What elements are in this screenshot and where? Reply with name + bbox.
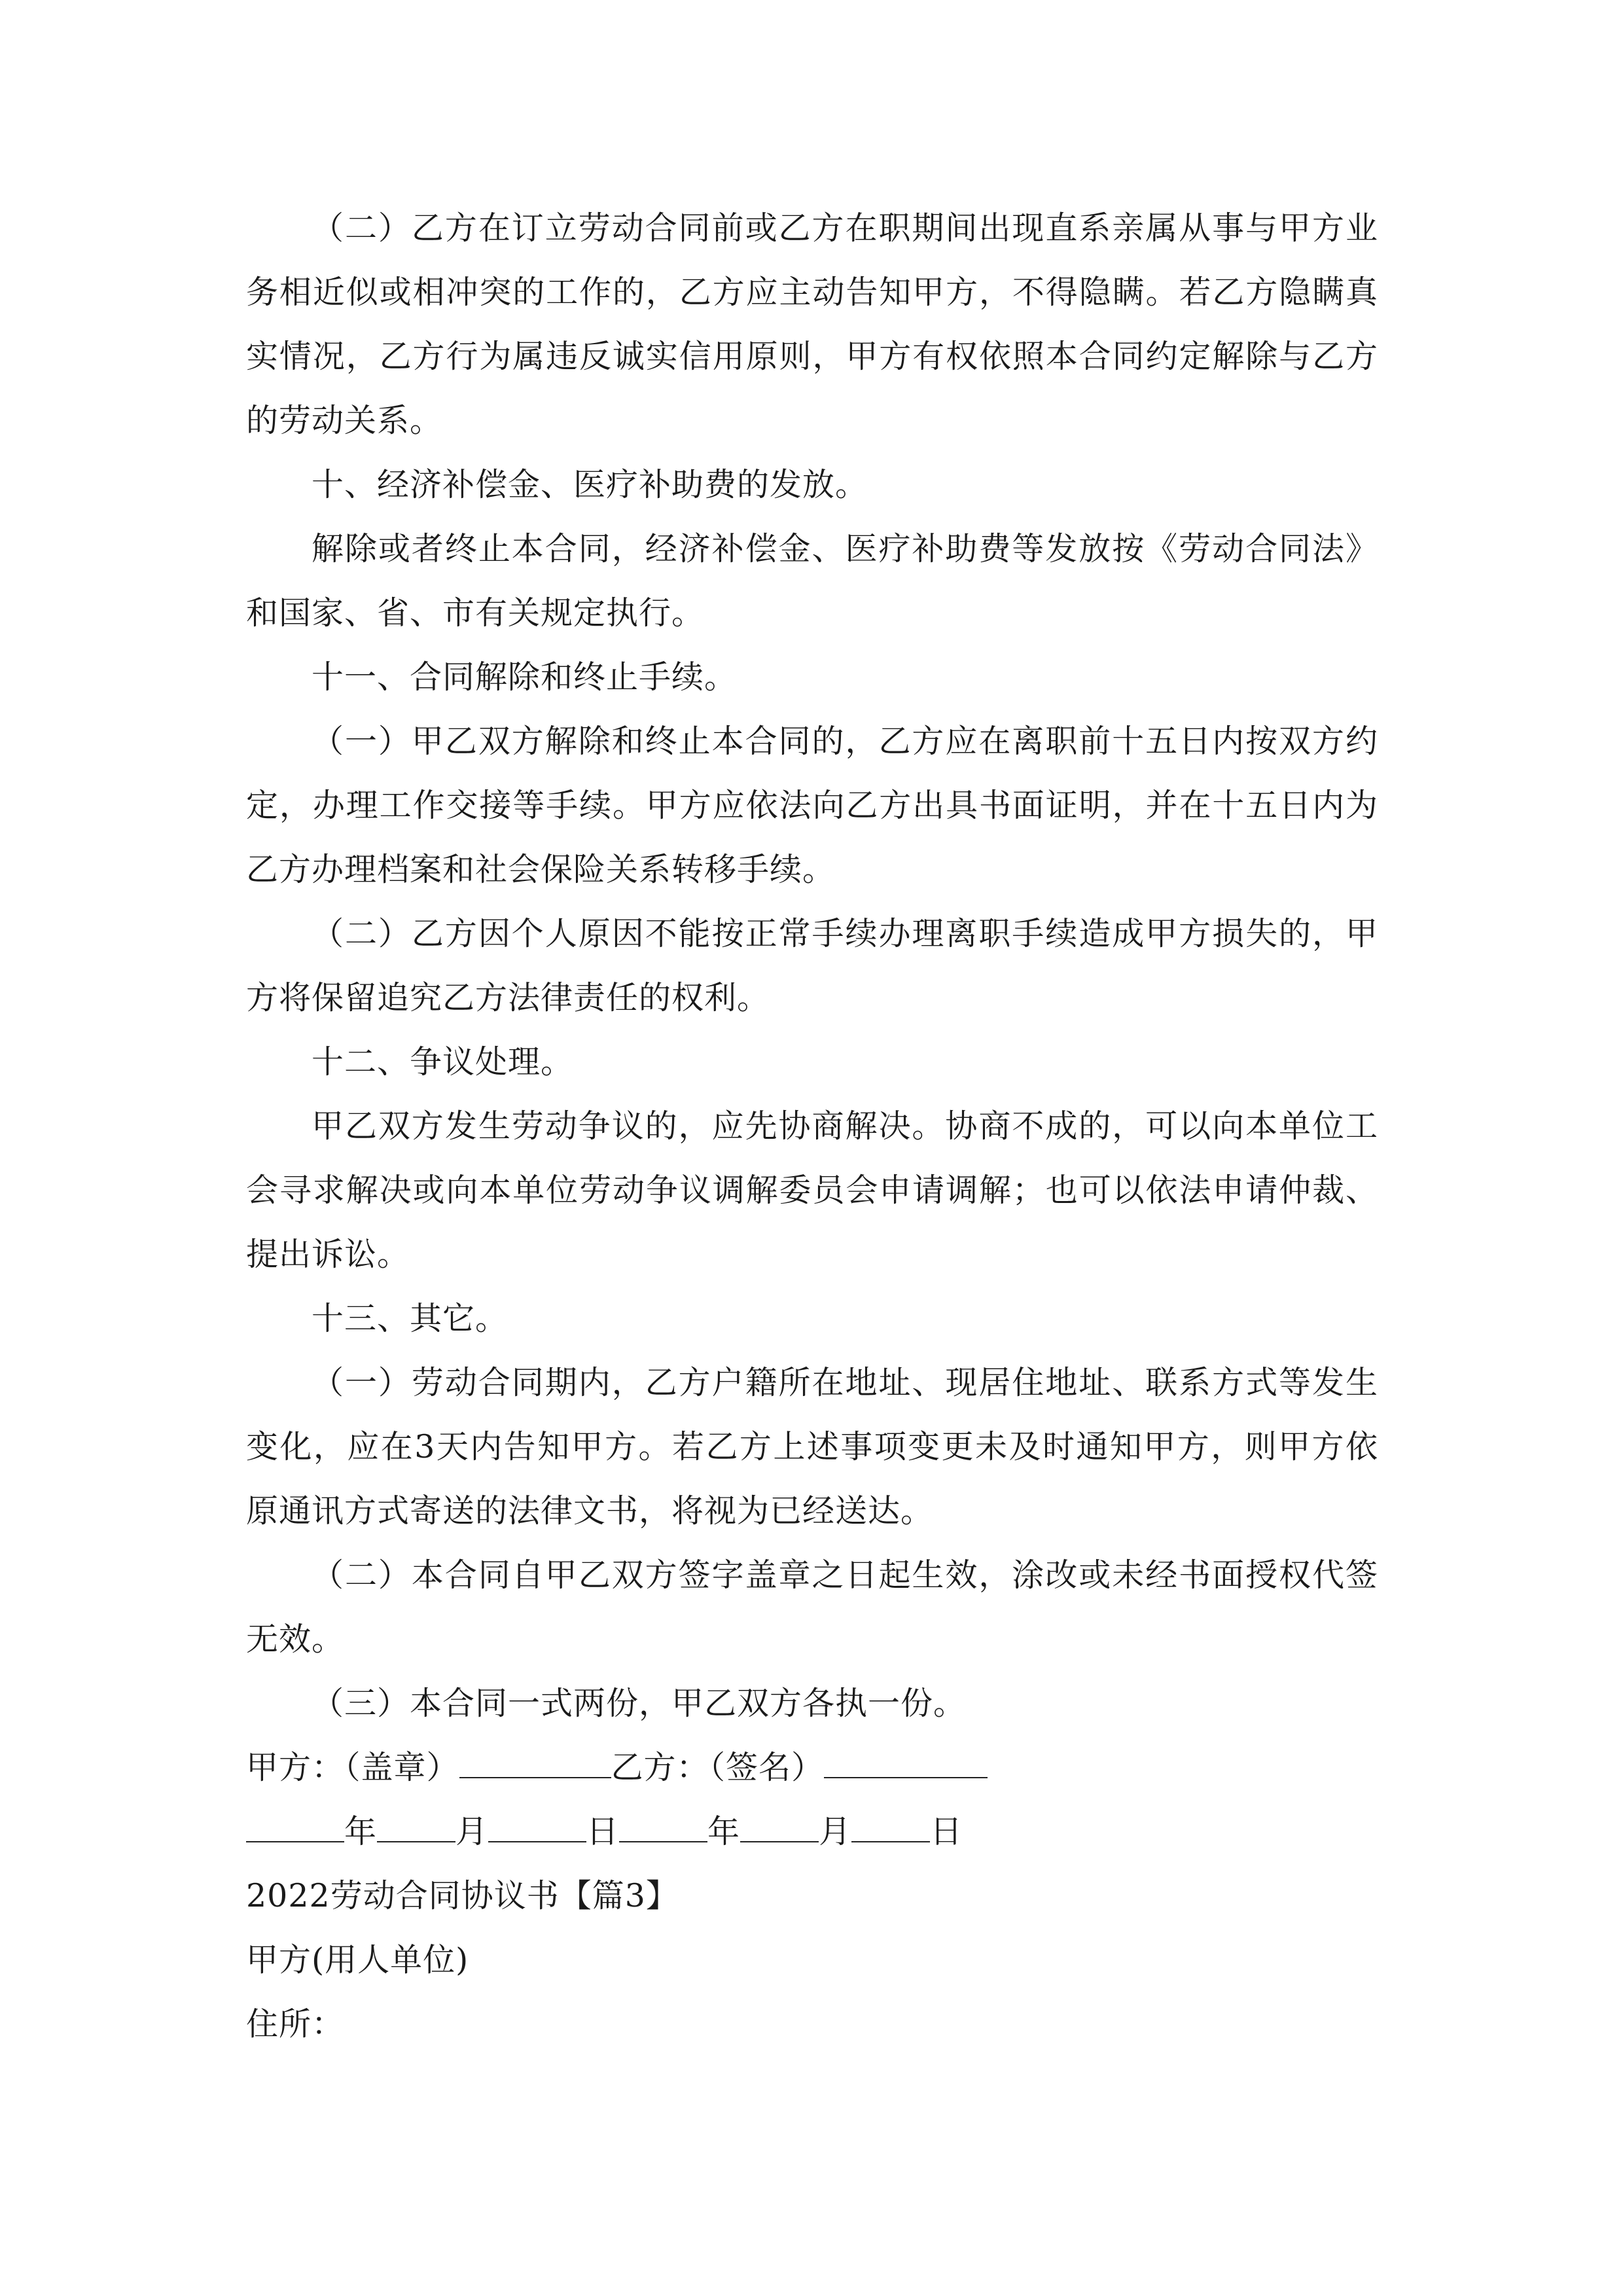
party-a-year-blank[interactable] [246,1806,344,1842]
party-b-month-blank[interactable] [740,1806,819,1842]
clause-11-2: （二）乙方因个人原因不能按正常手续办理离职手续造成甲方损失的，甲方将保留追究乙方法律责任的权利。 [246,915,1378,1016]
clause-13-1: （一）劳动合同期内，乙方户籍所在地址、现居住地址、联系方式等发生变化，应在3天内告知甲方。若乙方上述事项变更未及时通知甲方，则甲方依原通讯方式寄送的法律文书，将视为已经送达。 [246,1364,1378,1530]
clause-11-1: （一）甲乙双方解除和终止本合同的，乙方应在离职前十五日内按双方约定，办理工作交接等手续。甲方应依法向乙方出具书面证明，并在十五日内为乙方办理档案和社会保险关系转移手续。 [246,723,1378,888]
section-title-part3: 2022劳动合同协议书【篇3】 [246,1877,679,1914]
section-12-heading: 十二、争议处理。 [312,1043,574,1081]
signature-line [246,1736,1378,1800]
date-line [246,1800,1378,1864]
section-10-heading: 十、经济补偿金、医疗补助费的发放。 [312,466,868,503]
party-b-month-label: 月 [819,1813,852,1850]
party-a-seal-blank[interactable] [459,1742,611,1778]
section-13-heading: 十三、其它。 [312,1300,508,1337]
party-a-month-blank[interactable] [377,1806,455,1842]
party-b-year-blank[interactable] [619,1806,707,1842]
party-a-day-label: 日 [586,1813,620,1850]
party-a-month-label: 月 [455,1813,489,1850]
section-11-heading: 十一、合同解除和终止手续。 [312,658,738,696]
document-body [246,196,1378,2056]
party-a-year-label: 年 [344,1813,378,1850]
clause-13-2: （二）本合同自甲乙双方签字盖章之日起生效，涂改或未经书面授权代签无效。 [246,1556,1378,1658]
party-a-day-blank[interactable] [488,1806,586,1842]
clause-10-2-disclosure: （二）乙方在订立劳动合同前或乙方在职期间出现直系亲属从事与甲方业务相近似或相冲突的工作的，乙方应主动告知甲方，不得隐瞒。若乙方隐瞒真实情况，乙方行为属违反诚实信用原则，甲方有权依照本合同约定解除与乙方的劳动关系。 [246,209,1378,439]
party-b-day-label: 日 [930,1813,963,1850]
party-b-sign-blank[interactable] [824,1742,988,1778]
party-b-sign-label: 乙方：（签名） [611,1749,825,1786]
section-10-body: 解除或者终止本合同，经济补偿金、医疗补助费等发放按《劳动合同法》和国家、省、市有关规定执行。 [246,530,1378,632]
party-a-seal-label: 甲方：（盖章） [246,1749,459,1786]
party-a-employer-label: 甲方(用人单位) [246,1941,469,1979]
section-12-body: 甲乙双方发生劳动争议的，应先协商解决。协商不成的，可以向本单位工会寻求解决或向本单位劳动争议调解委员会申请调解；也可以依法申请仲裁、提出诉讼。 [246,1107,1378,1273]
party-b-year-label: 年 [707,1813,741,1850]
address-label: 住所： [246,2005,345,2043]
party-b-day-blank[interactable] [851,1806,930,1842]
clause-13-3: （三）本合同一式两份，甲乙双方各执一份。 [312,1685,967,1722]
